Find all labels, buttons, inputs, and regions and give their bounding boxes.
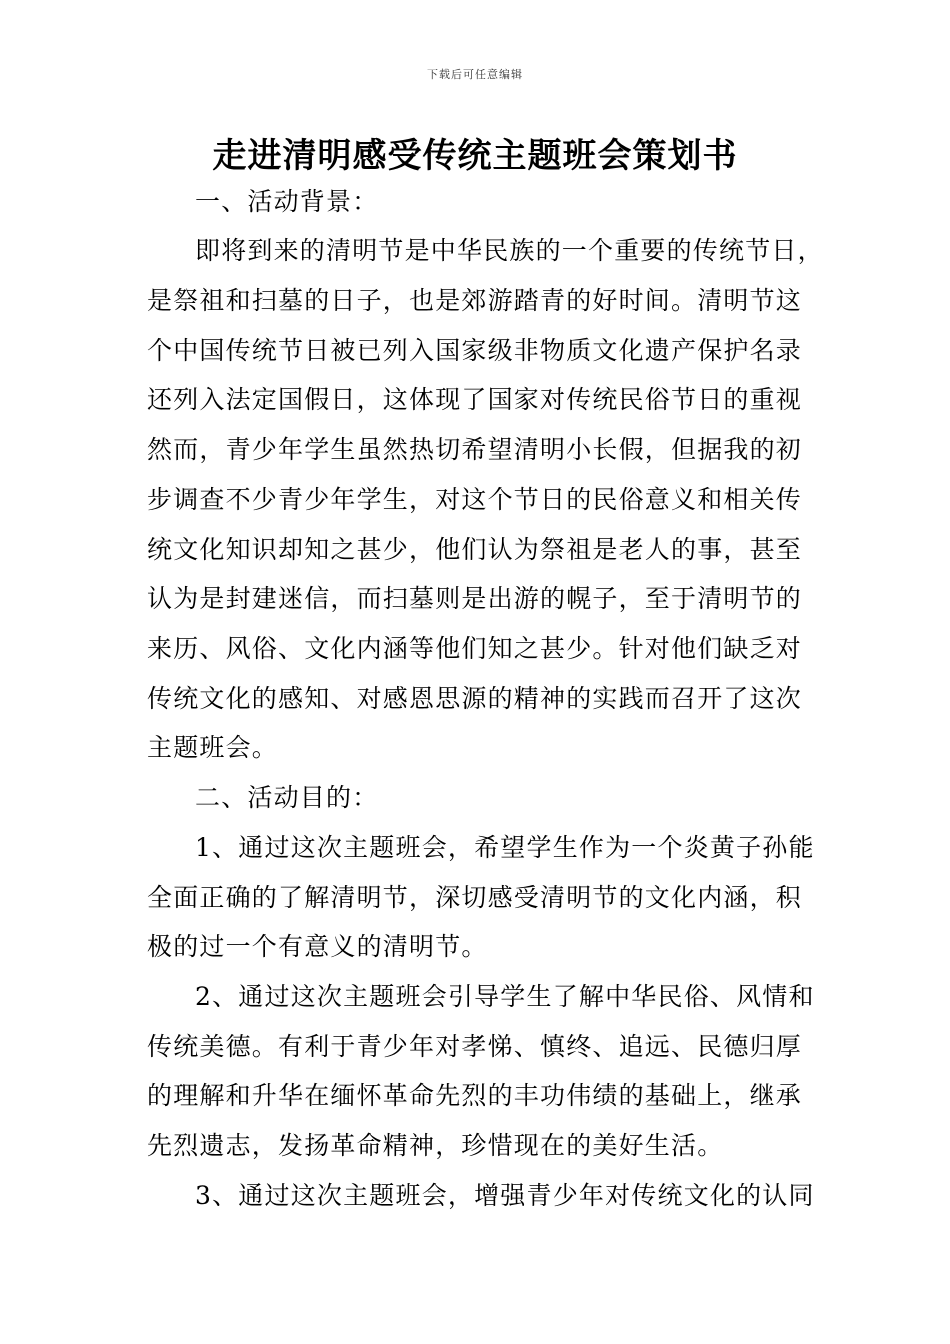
header-note: 下载后可任意编辑 <box>427 68 523 81</box>
paragraph-line: 极的过一个有意义的清明节。 <box>147 932 488 961</box>
paragraph-line: 的理解和升华在缅怀革命先烈的丰功伟绩的基础上，继承 <box>147 1081 803 1110</box>
paragraph-line: 全面正确的了解清明节，深切感受清明节的文化内涵，积 <box>147 883 803 912</box>
paragraph-line: 即将到来的清明节是中华民族的一个重要的传统节日， <box>195 236 824 265</box>
paragraph-line: 个中国传统节日被已列入国家级非物质文化遗产保护名录 <box>147 336 803 365</box>
paragraph-line: 主题班会。 <box>147 733 279 762</box>
paragraph-line: 是祭祖和扫墓的日子，也是郊游踏青的好时间。清明节这 <box>147 286 803 315</box>
paragraph-line: 步调查不少青少年学生，对这个节日的民俗意义和相关传 <box>147 485 803 514</box>
paragraph-line: 1、通过这次主题班会，希望学生作为一个炎黄子孙能 <box>195 833 815 862</box>
document-title: 走进清明感受传统主题班会策划书 <box>212 136 738 176</box>
paragraph-line: 还列入法定国假日，这体现了国家对传统民俗节日的重视 <box>147 385 803 414</box>
paragraph-line: 3、通过这次主题班会，增强青少年对传统文化的认同 <box>195 1181 815 1210</box>
section-heading-background: 一、活动背景： <box>195 187 379 216</box>
section-heading-purpose: 二、活动目的： <box>195 783 379 812</box>
paragraph-line: 认为是封建迷信，而扫墓则是出游的幌子，至于清明节的 <box>147 584 803 613</box>
paragraph-line: 传统美德。有利于青少年对孝悌、慎终、追远、民德归厚 <box>147 1032 803 1061</box>
paragraph-line: 传统文化的感知、对感恩思源的精神的实践而召开了这次 <box>147 684 803 713</box>
paragraph-line: 先烈遗志，发扬革命精神，珍惜现在的美好生活。 <box>147 1131 724 1160</box>
paragraph-line: 然而，青少年学生虽然热切希望清明小长假，但据我的初 <box>147 435 803 464</box>
paragraph-line: 2、通过这次主题班会引导学生了解中华民俗、风情和 <box>195 982 815 1011</box>
paragraph-line: 来历、风俗、文化内涵等他们知之甚少。针对他们缺乏对 <box>147 634 803 663</box>
paragraph-line: 统文化知识却知之甚少，他们认为祭祖是老人的事，甚至 <box>147 535 803 564</box>
